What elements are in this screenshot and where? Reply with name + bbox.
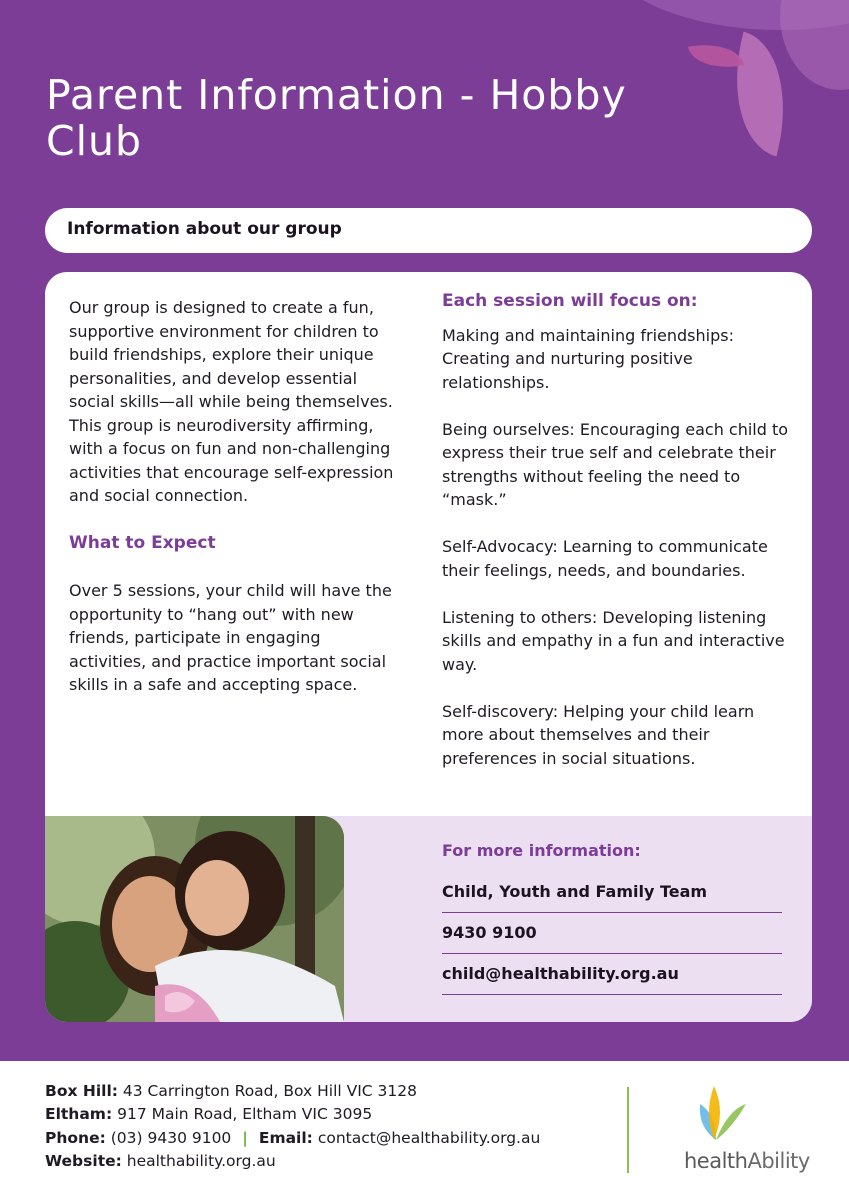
logo-text-health: health	[684, 1149, 748, 1173]
footer-website-link[interactable]: healthability.org.au	[126, 1151, 276, 1170]
footer-email-link[interactable]: contact@healthability.org.au	[317, 1128, 541, 1147]
logo-text-ability: Ability	[747, 1149, 810, 1173]
footer-label: Website:	[45, 1151, 122, 1170]
contact-phone-link[interactable]: 9430 9100	[442, 923, 782, 954]
footer-label: Email:	[258, 1128, 313, 1147]
footer-label: Eltham:	[45, 1105, 113, 1124]
focus-item: Self-Advocacy: Learning to communicate their feelings, needs, and boundaries.	[442, 537, 768, 580]
session-focus-heading: Each session will focus on:	[442, 291, 698, 311]
footer-website	[45, 1150, 605, 1173]
what-to-expect-paragraph: Over 5 sessions, your child will have the opportunity to “hang out” with new friends, participate in engaging activities, and practice important social skills in a safe and accepting space.	[69, 581, 392, 694]
contact-heading: For more information:	[442, 841, 641, 860]
decorative-circle	[780, 0, 849, 90]
footer-label: Box Hill:	[45, 1082, 118, 1100]
footer-contact	[45, 1080, 605, 1173]
footer-value: 43 Carrington Road, Box Hill VIC 3128	[122, 1082, 417, 1100]
footer-eltham	[45, 1103, 605, 1126]
contact-info	[442, 841, 782, 1005]
contact-team: Child, Youth and Family Team	[442, 882, 782, 913]
focus-item: Self-discovery: Helping your child learn more about themselves and their preferences in social situations.	[442, 701, 755, 768]
decorative-leaf	[688, 38, 744, 75]
logo-wordmark	[684, 1149, 810, 1173]
section-heading-bar	[45, 208, 812, 253]
right-column	[442, 290, 792, 794]
photo-mother-daughter-image	[45, 816, 344, 1022]
footer-phone-link[interactable]: (03) 9430 9100	[110, 1128, 232, 1147]
footer-separator: |	[242, 1128, 248, 1147]
footer-divider	[627, 1087, 629, 1173]
focus-item: Being ourselves: Encouraging each child to express their true self and celebrate their strengths without feeling the need to “mask.”	[442, 419, 789, 509]
contact-email-link[interactable]: child@healthability.org.au	[442, 964, 782, 995]
footer-value: 917 Main Road, Eltham VIC 3095	[117, 1105, 373, 1124]
main-card	[45, 272, 812, 1022]
footer-label: Phone:	[45, 1128, 106, 1147]
focus-item: Making and maintaining friendships: Creating and nurturing positive relationships.	[442, 325, 734, 392]
what-to-expect-heading: What to Expect	[69, 532, 216, 553]
footer-box-hill	[45, 1080, 605, 1103]
page-title: Parent Information - Hobby Club	[46, 71, 627, 165]
focus-item: Listening to others: Developing listening skills and empathy in a fun and interactive way.	[442, 607, 785, 674]
footer-phone-email	[45, 1127, 605, 1150]
section-heading: Information about our group	[67, 219, 342, 239]
left-column	[69, 296, 394, 721]
intro-paragraph: Our group is designed to create a fun, supportive environment for children to build friendships, explore their unique personalities, and develop essential social skills—all while being themselves. This group is neurodiversity affirming, with a focus on fun and non-challenging activities that encourage self-expression and social connection.	[69, 298, 394, 505]
